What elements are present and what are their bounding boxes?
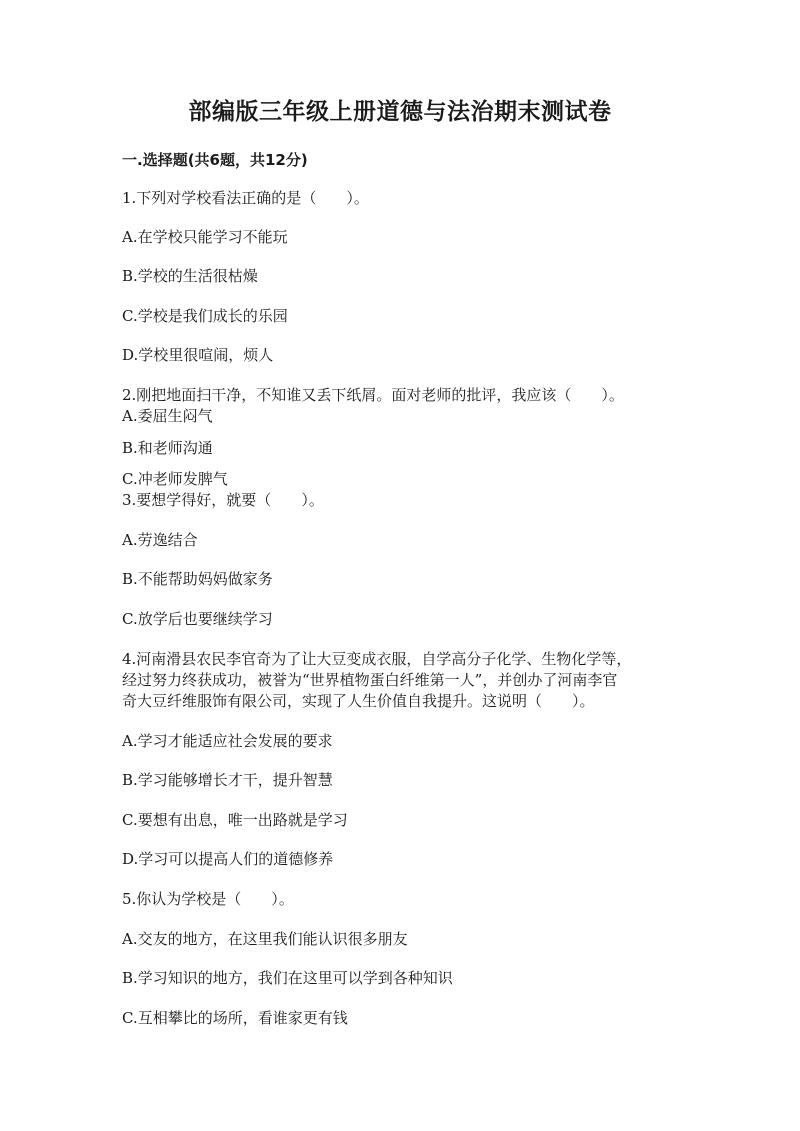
question-3-option-b: B.不能帮助妈妈做家务 — [122, 570, 273, 588]
question-5-option-b: B.学习知识的地方，我们在这里可以学到各种知识 — [122, 969, 453, 987]
question-4-stem-line-3: 奇大豆纤维服饰有限公司，实现了人生价值自我提升。这说明（ ）。 — [122, 692, 595, 710]
section-heading: 一.选择题(共6题，共12分) — [122, 151, 308, 169]
question-2-option-a: A.委屈生闷气 — [122, 407, 213, 425]
question-1-option-a: A.在学校只能学习不能玩 — [122, 228, 288, 246]
question-5-stem: 5.你认为学校是（ ）。 — [122, 890, 294, 908]
question-2-stem: 2.刚把地面扫干净，不知谁又丢下纸屑。面对老师的批评，我应该（ ）。 — [122, 386, 624, 404]
question-2-option-b: B.和老师沟通 — [122, 439, 213, 457]
question-3-option-c: C.放学后也要继续学习 — [122, 610, 273, 628]
question-1-option-d: D.学校里很喧闹，烦人 — [122, 346, 274, 364]
question-2-option-c: C.冲老师发脾气 — [122, 470, 228, 488]
question-4-stem-line-2: 经过努力终获成功，被誉为“世界植物蛋白纤维第一人”，并创办了河南李官 — [122, 671, 618, 689]
question-3-stem: 3.要想学得好，就要（ ）。 — [122, 491, 324, 509]
question-3-option-a: A.劳逸结合 — [122, 531, 198, 549]
page-title: 部编版三年级上册道德与法治期末测试卷 — [188, 98, 612, 125]
question-4-option-d: D.学习可以提高人们的道德修养 — [122, 850, 334, 868]
question-5-option-c: C.互相攀比的场所，看谁家更有钱 — [122, 1009, 348, 1027]
question-4-option-c: C.要想有出息，唯一出路就是学习 — [122, 811, 348, 829]
question-1-stem: 1.下列对学校看法正确的是（ ）。 — [122, 189, 369, 207]
question-1-option-b: B.学校的生活很枯燥 — [122, 267, 258, 285]
question-4-option-a: A.学习才能适应社会发展的要求 — [122, 732, 333, 750]
question-5-option-a: A.交友的地方，在这里我们能认识很多朋友 — [122, 930, 408, 948]
question-1-option-c: C.学校是我们成长的乐园 — [122, 307, 288, 325]
question-4-option-b: B.学习能够增长才干，提升智慧 — [122, 771, 333, 789]
question-4-stem-line-1: 4.河南滑县农民李官奇为了让大豆变成衣服，自学高分子化学、生物化学等， — [122, 650, 632, 668]
